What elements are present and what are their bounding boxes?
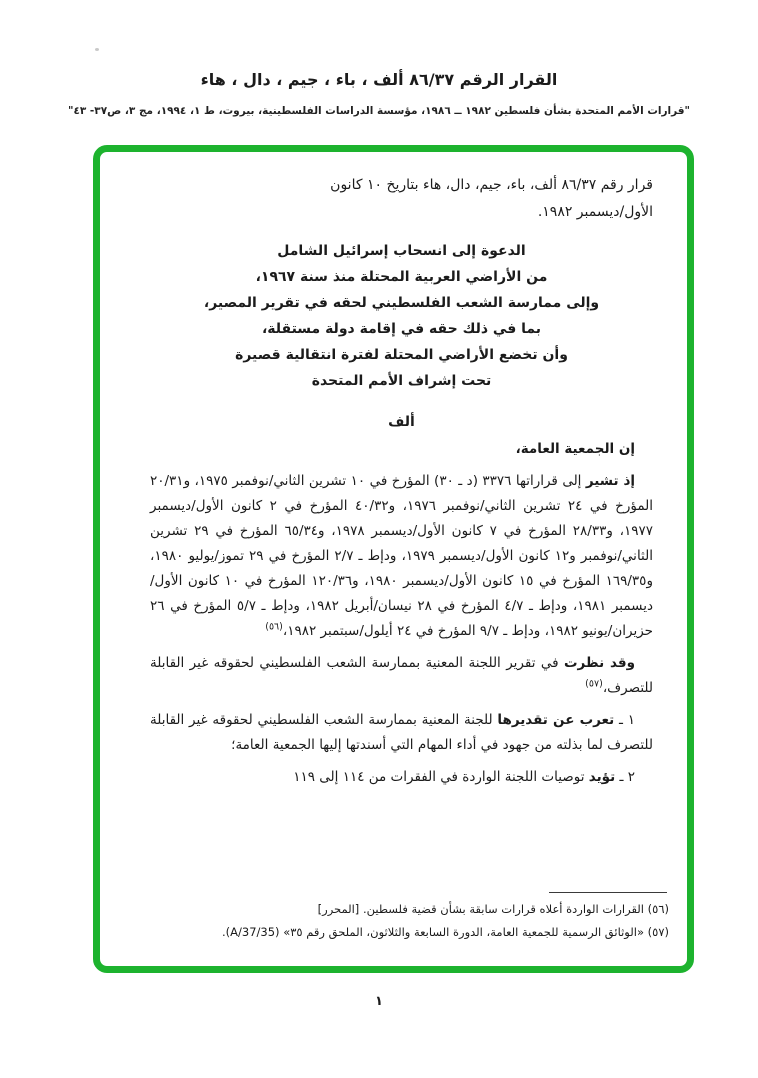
preamble-recalling-resolutions <box>150 469 653 644</box>
paragraph-text: توصيات اللجنة الواردة في الفقرات من ١١٤ إلى ١١٩ <box>293 769 589 785</box>
paragraph-text: في تقرير اللجنة المعنية بممارسة الشعب الفلسطيني لحقوقه غير القابلة للتصرف، <box>150 655 653 696</box>
paragraph-lead: تعرب عن تقديرها <box>497 712 615 728</box>
footnote-ref-56: (٥٦) <box>265 621 283 633</box>
footnote-marker: (٥٧) <box>647 925 669 939</box>
subtitle-line: تحت إشراف الأمم المتحدة <box>311 373 492 389</box>
operative-paragraph-2 <box>150 765 653 790</box>
subtitle-line: من الأراضي العربية المحتلة منذ سنة ١٩٦٧، <box>255 269 548 285</box>
source-citation: "قرارات الأمم المتحدة بشأن فلسطين ١٩٨٢ ــ ١٩٨٦، مؤسسة الدراسات الفلسطينية، بيروت، ط ١، ١٩٩٤، مج ٣، ص٣٧- ٤٣" <box>67 105 691 117</box>
operative-paragraph-1 <box>150 708 653 758</box>
paragraph-lead: إذ تشير <box>585 473 635 489</box>
resolution-body <box>100 152 687 966</box>
footnote-text: «الوثائق الرسمية للجمعية العامة، الدورة السابعة والثلاثون، الملحق رقم ٣٥» (A/37/35). <box>222 925 648 939</box>
footnote-57 <box>169 922 669 942</box>
paragraph-number: ١ ـ <box>614 712 636 728</box>
scan-speck <box>95 48 99 51</box>
resolution-title-line: قرار رقم ٨٦/٣٧ ألف، باء، جيم، دال، هاء بتاريخ ١٠ كانون <box>330 177 653 193</box>
footnote-ref-57: (٥٧) <box>585 678 603 690</box>
resolution-subtitle <box>150 238 653 394</box>
footnote-separator <box>549 892 667 893</box>
subtitle-line: وأن تخضع الأراضي المحتلة لفترة انتقالية قصيرة <box>235 347 568 363</box>
preamble-opening <box>150 437 653 462</box>
page-number: ١ <box>375 994 383 1009</box>
resolution-title-line: الأول/ديسمبر ١٩٨٢. <box>537 204 653 220</box>
section-heading-alif: ألف <box>388 414 415 430</box>
paragraph-lead: تؤيد <box>588 769 616 785</box>
paragraph-text: إلى قراراتها ٣٣٧٦ (د ـ ٣٠) المؤرخ في ١٠ تشرين الثاني/نوفمبر ١٩٧٥، و٢٠/٣١ المؤرخ في ٢٤ تشرين الثاني/نوفمبر ١٩٧٦، و٤٠/٣٢ المؤرخ في ٢ كانون الأول/ديسمبر ١٩٧٧، و٢٨/٣٣ المؤرخ في ٧ كانون الأول/ديسمبر ١٩٧٨، و٦٥/٣٤ المؤرخ في ٢٩ تشرين الثاني/نوفمبر و١٢ كانون الأول/ديسمبر ١٩٧٩، ودإط ـ ٢/٧ المؤرخ في ٢٩ تموز/يوليو ١٩٨٠، و١٦٩/٣٥ المؤرخ في ١٥ كانون الأول/ديسمبر ١٩٨٠، و١٢٠/٣٦ المؤرخ في ١٠ كانون الأول/ديسمبر ١٩٨١، ودإط ـ ٤/٧ المؤرخ في ٢٨ نيسان/أبريل ١٩٨٢، ودإط ـ ٥/٧ المؤرخ في ٢٦ حزيران/يونيو ١٩٨٢، ودإط ـ ٩/٧ المؤرخ في ٢٤ أيلول/سبتمبر ١٩٨٢، <box>150 473 654 639</box>
page-title: القرار الرقم ٨٦/٣٧ ألف ، باء ، جيم ، دال ، هاء <box>200 70 558 89</box>
subtitle-line: الدعوة إلى انسحاب إسرائيل الشامل <box>277 243 526 259</box>
resolution-title <box>150 172 653 226</box>
subtitle-line: وإلى ممارسة الشعب الفلسطيني لحقه في تقرير المصير، <box>203 295 600 311</box>
footnote-text: القرارات الواردة أعلاه قرارات سابقة بشأن قضية فلسطين. [المحرر] <box>317 902 648 916</box>
paragraph-number: ٢ ـ <box>615 769 635 785</box>
preamble-considered-report <box>150 651 653 701</box>
footnote-marker: (٥٦) <box>647 902 669 916</box>
subtitle-line: بما في ذلك حقه في إقامة دولة مستقلة، <box>261 321 542 337</box>
footnote-56 <box>169 899 669 919</box>
paragraph-lead: إن الجمعية العامة، <box>515 441 635 457</box>
paragraph-text: للجنة المعنية بممارسة الشعب الفلسطيني لحقوقه غير القابلة للتصرف لما بذلته من جهود في أداء المهام التي أسندتها إليها الجمعية العامة؛ <box>150 712 653 753</box>
paragraph-lead: وقد نظرت <box>563 655 635 671</box>
footnotes-block <box>169 892 669 942</box>
highlight-border-box <box>93 145 694 973</box>
